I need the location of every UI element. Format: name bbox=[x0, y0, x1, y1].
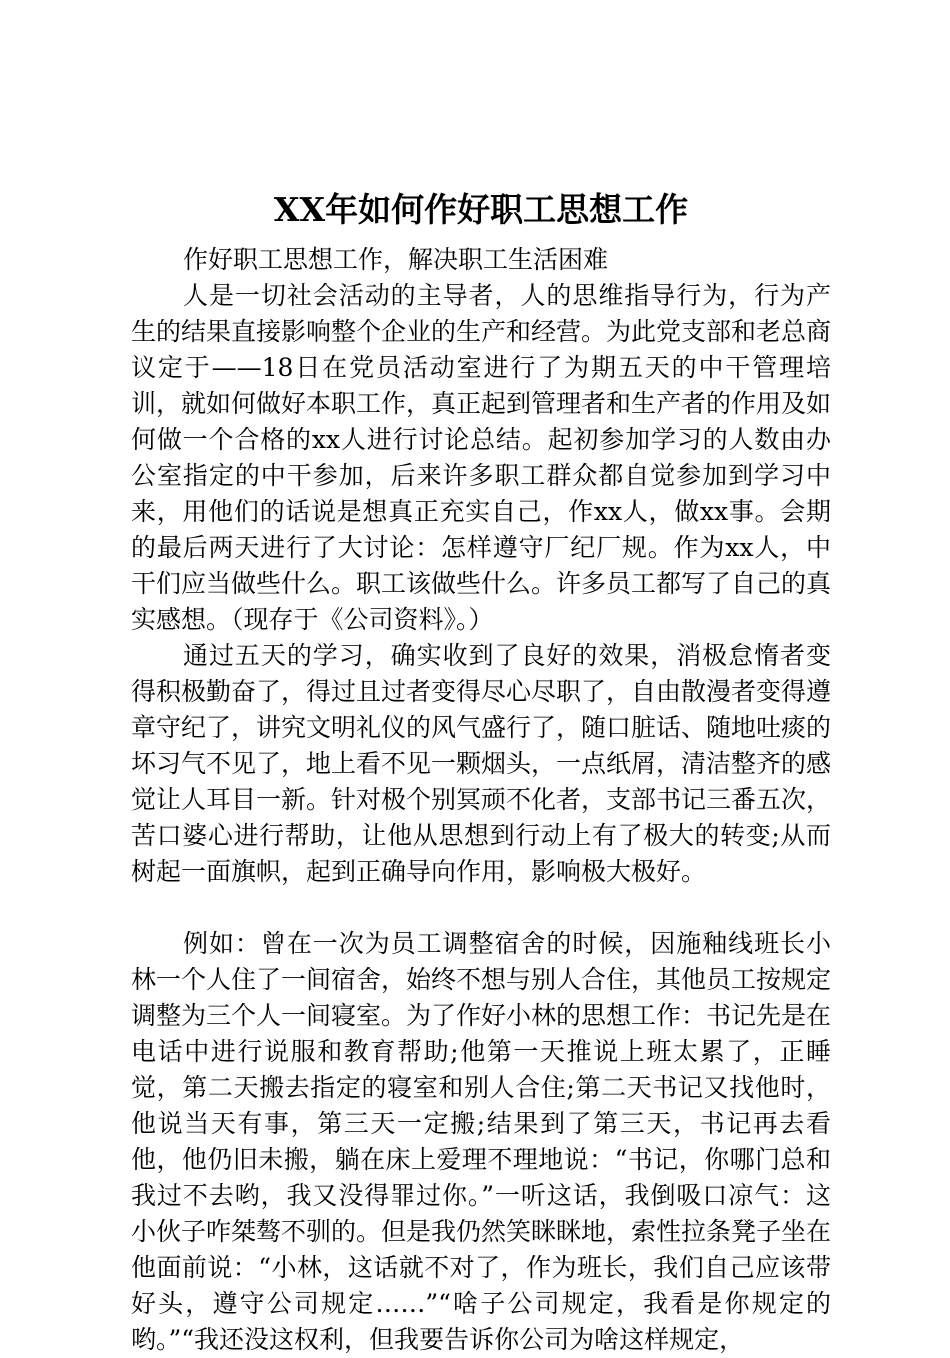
document-body bbox=[131, 188, 831, 1358]
body-paragraph: 人是一切社会活动的主导者，人的思维指导行为，行为产生的结果直接影响整个企业的生产和经营。为此党支部和老总商议定于——18日在党员活动室进行了为期五天的中干管理培训，就如何做好本职工作，真正起到管理者和生产者的作用及如何做一个合格的xx人进行讨论总结。起初参加学习的人数由办公室指定的中干参加，后来许多职工群众都自觉参加到学习中来，用他们的话说是想真正充实自己，作xx人，做xx事。会期的最后两天进行了大讨论：怎样遵守厂纪厂规。作为xx人，中干们应当做些什么。职工该做些什么。许多员工都写了自己的真实感想。（现存于《公司资料》。） bbox=[131, 281, 832, 634]
subtitle-paragraph: 作好职工思想工作，解决职工生活困难 bbox=[183, 245, 609, 274]
paragraph-spacer bbox=[131, 890, 831, 926]
body-paragraph: 通过五天的学习，确实收到了良好的效果，消极怠惰者变得积极勤奋了，得过且过者变得尽心尽职了，自由散漫者变得遵章守纪了，讲究文明礼仪的风气盛行了，随口脏话、随地吐痰的坏习气不见了，地上看不见一颗烟头，一点纸屑，清洁整齐的感觉让人耳目一新。针对极个别冥顽不化者，支部书记三番五次，苦口婆心进行帮助，让他从思想到行动上有了极大的转变;从而树起一面旗帜，起到正确导向作用，影响极大极好。 bbox=[131, 641, 832, 886]
document-title: XX年如何作好职工思想工作 bbox=[273, 190, 689, 229]
body-paragraph: 例如：曾在一次为员工调整宿舍的时候，因施釉线班长小林一个人住了一间宿舍，始终不想与别人合住，其他员工按规定调整为三个人一间寝室。为了作好小林的思想工作：书记先是在电话中进行说服和教育帮助;他第一天推说上班太累了，正睡觉，第二天搬去指定的寝室和别人合住;第二天书记又找他时，他说当天有事，第三天一定搬;结果到了第三天，书记再去看他，他仍旧未搬，躺在床上爱理不理地说：“书记，你哪门总和我过不去哟，我又没得罪过你。”一听这话，我倒吸口凉气：这小伙子咋桀骜不驯的。但是我仍然笑眯眯地，索性拉条凳子坐在他面前说：“小林，这话就不对了，作为班长，我们自己应该带好头，遵守公司规定……”“啥子公司规定，我看是你规定的哟。”“我还没这权利，但我要告诉你公司为啥这样规定， bbox=[131, 929, 832, 1354]
